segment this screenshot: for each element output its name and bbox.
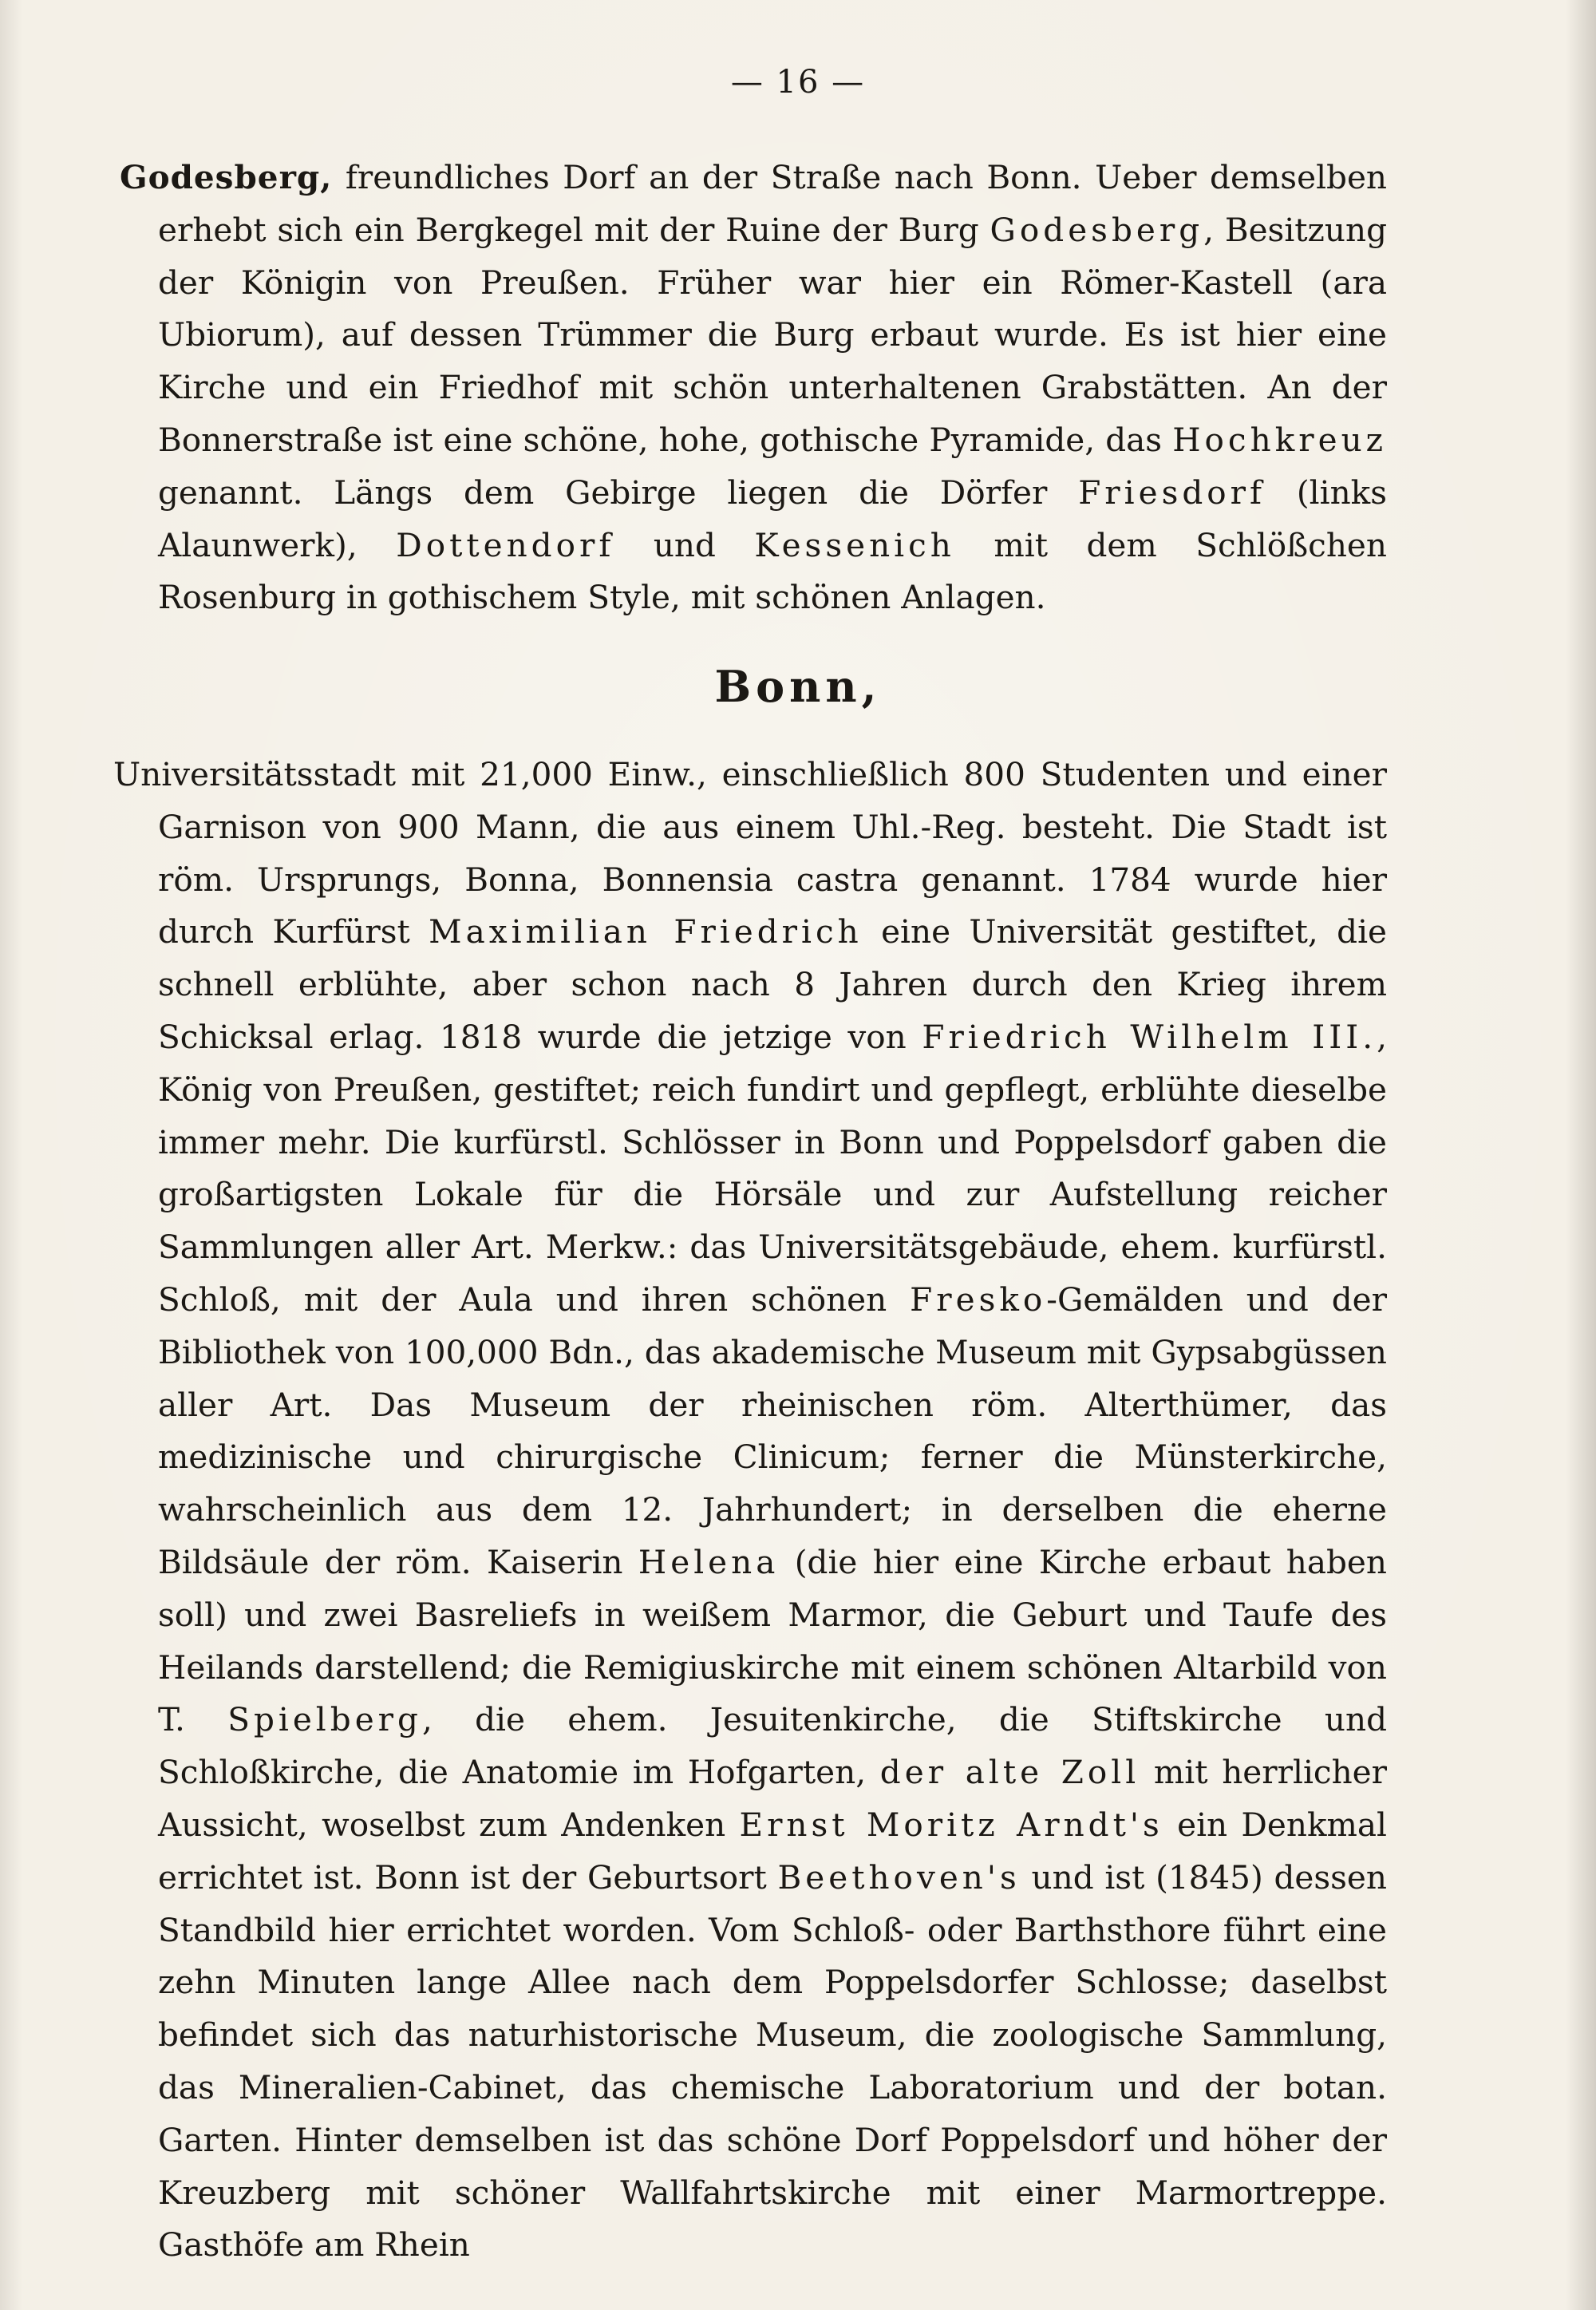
bonn-text: ein Denkmal errichtet ist. Bonn ist der Geburtsort — [158, 1805, 1387, 1897]
spaced-name: Godesberg — [990, 210, 1204, 249]
bonn-text: Universitätsstadt mit 21,000 Einw., einschließlich 800 Studenten und einer Garnison von 900 Mann, die aus einem Uhl.-Reg. besteht. Die Stadt ist röm. Ursprungs, Bonna, Bonnensia castra genannt. 1784 wurde hier durch Kurfürst — [113, 755, 1387, 951]
bonn-text: -Gemälden und der Bibliothek von 100,000 Bdn., das akademische Museum mit Gypsabgüssen aller Art. Das Museum der rheinischen röm. Alterthümer, das medizinische und chirurgische Clinicum; ferner die Münsterkirche, wahrscheinlich aus dem 12. Jahrhundert; in derselben die eherne Bildsäule der röm. Kaiserin — [158, 1280, 1387, 1581]
bonn-heading: Bonn, — [714, 661, 882, 712]
spaced-name: der alte Zoll — [879, 1753, 1140, 1792]
godesberg-text: genannt. Längs dem Gebirge liegen die Dörfer — [158, 473, 1079, 512]
bonn-paragraph — [113, 749, 1387, 2272]
bonn-text: und ist (1845) dessen Standbild hier errichtet worden. Vom Schloß- oder Barthsthore führt eine zehn Minuten lange Allee nach dem Poppelsdorfer Schlosse; daselbst befindet sich das naturhistorische Museum, die zoologische Sammlung, das Mineralien-Cabinet, das chemische Laboratorium und der botan. Garten. Hinter demselben ist das schöne Dorf Poppelsdorf und höher der Kreuzberg mit schöner Wallfahrtskirche mit einer Marmortreppe. Gasthöfe am Rhein — [158, 1857, 1387, 2265]
page-number: — 16 — — [730, 64, 866, 101]
godesberg-headword: Godesberg, — [120, 158, 333, 196]
godesberg-text: mit dem Schlößchen Rosenburg in gothischem Style, mit schönen Anlagen. — [158, 525, 1387, 617]
bonn-text: , König von Preußen, gestiftet; reich fundirt und gepflegt, erblühte dieselbe immer mehr. Die kurfürstl. Schlösser in Bonn und Poppelsdorf gaben die großartigsten Lokale für die Hörsäle und zur Aufstellung reicher Sammlungen aller Art. Merkw.: das Universitätsgebäude, ehem. kurfürstl. Schloß, mit der Aula und ihren schönen — [158, 1017, 1387, 1319]
bonn-text: mit herrlicher Aussicht, woselbst zum Andenken — [158, 1753, 1387, 1844]
godesberg-text: (links Alaunwerk), — [158, 473, 1387, 564]
spaced-name: Ernst Moritz Arndt's — [739, 1805, 1163, 1844]
godesberg-paragraph — [120, 152, 1387, 624]
spaced-name: Friesdorf — [1078, 473, 1266, 512]
godesberg-text: freundliches Dorf an der Straße nach Bonn. Ueber demselben erhebt sich ein Bergkegel mit der Ruine der Burg — [158, 158, 1387, 249]
spaced-name: Maximilian Friedrich — [429, 912, 863, 951]
spaced-name: Dottendorf — [396, 525, 615, 564]
spaced-name: Beethoven's — [777, 1857, 1021, 1897]
spaced-name: Hochkreuz — [1172, 420, 1387, 459]
bonn-text: (die hier eine Kirche erbaut haben soll) und zwei Basreliefs in weißem Marmor, die Geburt und Taufe des Heilands darstellend; die Remigiuskirche mit einem schönen Altarbild von T. — [158, 1542, 1387, 1739]
spaced-name: Spielberg — [227, 1700, 422, 1739]
godesberg-text: , Besitzung der Königin von Preußen. Früher war hier ein Römer-Kastell (ara Ubiorum), auf dessen Trümmer die Burg erbaut wurde. Es ist hier eine Kirche und ein Friedhof mit schön unterhaltenen Grabstätten. An der Bonnerstraße ist eine schöne, hohe, gothische Pyramide, das — [158, 210, 1387, 459]
bonn-text: eine Universität gestiftet, die schnell erblühte, aber schon nach 8 Jahren durch den Krieg ihrem Schicksal erlag. 1818 wurde die jetzige von — [158, 912, 1387, 1056]
bonn-text: , die ehem. Jesuitenkirche, die Stiftskirche und Schloßkirche, die Anatomie im Hofgarten, — [158, 1700, 1387, 1792]
spaced-name: Fresko — [910, 1280, 1047, 1319]
godesberg-text: und — [614, 525, 755, 564]
spaced-name: Kessenich — [754, 525, 955, 564]
spaced-name: Helena — [638, 1542, 780, 1581]
spaced-name: Friedrich Wilhelm III. — [922, 1017, 1377, 1056]
